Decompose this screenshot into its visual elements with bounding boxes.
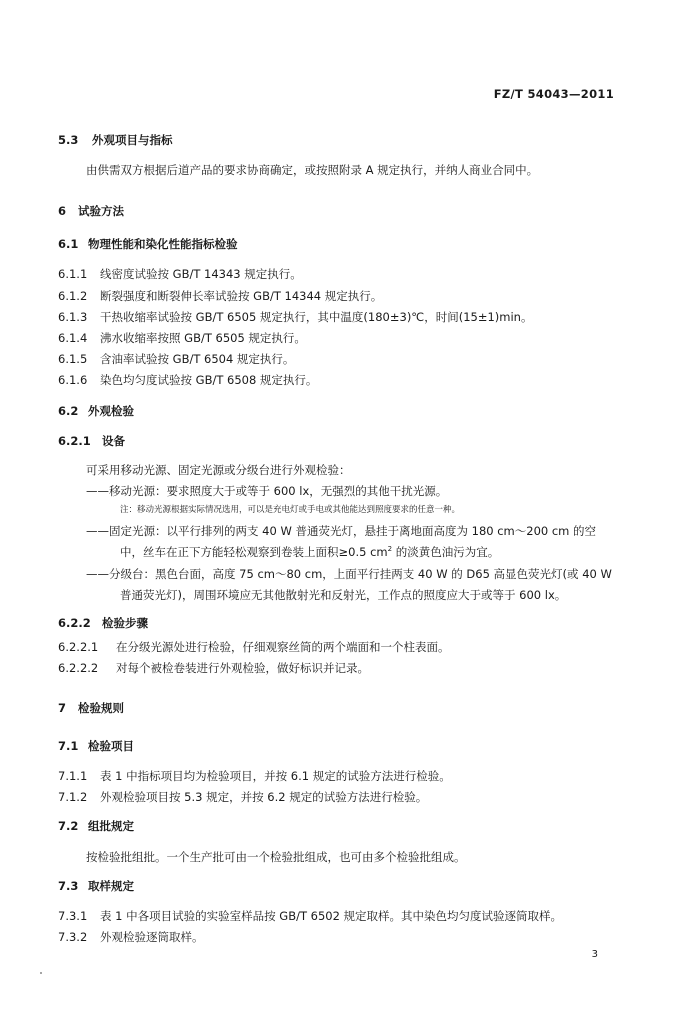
- section-title: 物理性能和染化性能指标检验: [88, 237, 238, 251]
- clause-number: 6.1.2: [58, 289, 88, 303]
- clause-6-2-2-1: [58, 640, 450, 654]
- clause-number: 6.1.5: [58, 352, 88, 366]
- section-title: 取样规定: [88, 879, 134, 893]
- clause-6-2-2-2: [58, 661, 369, 675]
- clause-number: 6.2.2.2: [58, 661, 99, 675]
- section-title: 试验方法: [78, 204, 124, 218]
- clause-text: 干热收缩率试验按 GB/T 6505 规定执行，其中温度(180±3)℃，时间(15±1)min。: [100, 310, 533, 324]
- section-title: 外观项目与指标: [92, 133, 173, 147]
- equipment-fixed-light-line2: [120, 545, 499, 559]
- section-number: 6.2: [58, 404, 79, 418]
- heading-7-3: [58, 879, 134, 893]
- equipment-fixed-light-line1: ——固定光源：以平行排列的两支 40 W 普通荧光灯，悬挂于离地面高度为 180 cm～200 cm 的空: [86, 524, 597, 538]
- equipment-grading-table-line2: 普通荧光灯)，周围环境应无其他散射光和反射光，工作点的照度应大于或等于 600 lx。: [120, 588, 567, 602]
- clause-text: 含油率试验按 GB/T 6504 规定执行。: [100, 352, 295, 366]
- heading-7-1: [58, 739, 134, 753]
- section-number: 7: [58, 701, 67, 715]
- clause-text: 沸水收缩率按照 GB/T 6505 规定执行。: [100, 331, 306, 345]
- section-title: 检验项目: [88, 739, 134, 753]
- section-title: 外观检验: [88, 404, 134, 418]
- paragraph-5-3: 由供需双方根据后道产品的要求协商确定，或按照附录 A 规定执行，并纳人商业合同中。: [86, 163, 539, 177]
- superscript: 2: [387, 545, 393, 554]
- clause-6-1-3: [58, 310, 532, 324]
- clause-number: 6.1.3: [58, 310, 88, 324]
- equipment-intro: 可采用移动光源、固定光源或分级台进行外观检验：: [86, 463, 351, 477]
- section-number: 5.3: [58, 133, 79, 147]
- page-number: 3: [591, 949, 598, 960]
- equipment-note: 注：移动光源根据实际情况选用，可以是充电灯或手电或其他能达到照度要求的任意一种。: [120, 505, 461, 515]
- clause-number: 6.1.1: [58, 267, 88, 281]
- clause-number: 7.3.1: [58, 909, 88, 923]
- section-number: 7.1: [58, 739, 79, 753]
- section-number: 6.2.2: [58, 616, 91, 630]
- clause-number: 6.1.4: [58, 331, 88, 345]
- clause-6-1-5: [58, 352, 294, 366]
- clause-text: 表 1 中指标项目均为检验项目，并按 6.1 规定的试验方法进行检验。: [100, 769, 451, 783]
- clause-text: 对每个被检卷装进行外观检验，做好标识并记录。: [116, 661, 369, 675]
- section-title: 设备: [102, 434, 125, 448]
- clause-text: 断裂强度和断裂伸长率试验按 GB/T 14344 规定执行。: [100, 289, 383, 303]
- heading-5-3: [58, 133, 173, 147]
- heading-6-2-1: [58, 434, 125, 448]
- clause-text: 线密度试验按 GB/T 14343 规定执行。: [100, 267, 302, 281]
- clause-text: 染色均匀度试验按 GB/T 6508 规定执行。: [100, 373, 318, 387]
- clause-text: 在分级光源处进行检验，仔细观察丝筒的两个端面和一个柱表面。: [116, 640, 450, 654]
- section-number: 6.2.1: [58, 434, 91, 448]
- heading-7: [58, 701, 124, 715]
- clause-7-3-1: [58, 909, 562, 923]
- clause-number: 6.1.6: [58, 373, 88, 387]
- scan-speck: [40, 972, 42, 974]
- section-number: 6: [58, 204, 67, 218]
- section-title: 检验规则: [78, 701, 124, 715]
- section-number: 7.2: [58, 819, 79, 833]
- clause-6-1-2: [58, 289, 382, 303]
- clause-number: 6.2.2.1: [58, 640, 99, 654]
- clause-7-1-2: [58, 790, 427, 804]
- text-fragment: 中，丝车在正下方能轻松观察到卷装上面积≥0.5 cm: [120, 545, 388, 559]
- clause-6-1-4: [58, 331, 306, 345]
- heading-7-2: [58, 819, 134, 833]
- clause-text: 表 1 中各项目试验的实验室样品按 GB/T 6502 规定取样。其中染色均匀度试验逐筒取样。: [100, 909, 563, 923]
- clause-number: 7.3.2: [58, 930, 88, 944]
- paragraph-7-2: 按检验批组批。一个生产批可由一个检验批组成，也可由多个检验批组成。: [86, 850, 466, 864]
- text-fragment: 的淡黄色油污为宜。: [392, 545, 500, 559]
- section-title: 检验步骤: [102, 616, 148, 630]
- section-title: 组批规定: [88, 819, 134, 833]
- standard-code-header: FZ/T 54043—2011: [493, 87, 614, 101]
- clause-text: 外观检验项目按 5.3 规定，并按 6.2 规定的试验方法进行检验。: [100, 790, 428, 804]
- section-number: 6.1: [58, 237, 79, 251]
- heading-6-2: [58, 404, 134, 418]
- clause-number: 7.1.1: [58, 769, 88, 783]
- heading-6: [58, 204, 124, 218]
- clause-number: 7.1.2: [58, 790, 88, 804]
- heading-6-1: [58, 237, 238, 251]
- clause-6-1-1: [58, 267, 302, 281]
- clause-7-1-1: [58, 769, 451, 783]
- clause-7-3-2: [58, 930, 204, 944]
- clause-text: 外观检验逐筒取样。: [100, 930, 204, 944]
- section-number: 7.3: [58, 879, 79, 893]
- equipment-grading-table-line1: ——分级台：黑色台面，高度 75 cm～80 cm，上面平行挂两支 40 W 的 D65 高显色荧光灯(或 40 W: [86, 567, 612, 581]
- equipment-mobile-light: ——移动光源：要求照度大于或等于 600 lx，无强烈的其他干扰光源。: [86, 484, 448, 498]
- clause-6-1-6: [58, 373, 317, 387]
- heading-6-2-2: [58, 616, 148, 630]
